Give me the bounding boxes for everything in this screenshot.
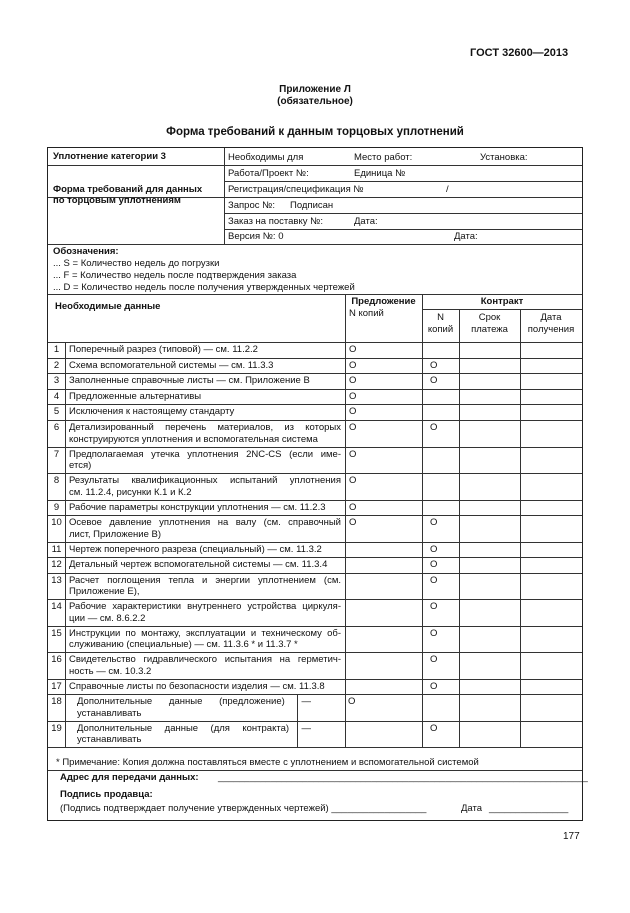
table-row [48,389,582,405]
row-number: 8 [53,475,60,486]
needed-for-field: Необходимы для [228,152,304,163]
row-text: служиванию (специальные) — см. 11.3.6 * и 11.3.7 * [69,639,298,651]
standard-number: ГОСТ 32600—2013 [470,47,569,59]
row-text: Исключения к настоящему стандарту [69,406,235,418]
proposal-mark[interactable]: O [349,344,357,355]
table-row [48,373,582,389]
registration-slash: / [446,184,449,195]
installation-field: Установка: [480,152,528,163]
proposal-mark[interactable]: O [349,501,357,513]
request-field: Запрос №: [228,200,275,211]
legend-title: Обозначения: [53,246,119,257]
order-field: Заказ на поставку №: [228,216,323,227]
table-row [48,447,582,474]
table-row [48,404,582,420]
table-row [48,573,582,600]
registration-field: Регистрация/спецификация № [228,184,364,195]
table-row [48,358,582,374]
col-proposal: Предложение [351,296,416,307]
row-number: 14 [51,601,62,613]
table-row [48,557,582,573]
table-row [48,515,582,542]
row-text: Детальный чертеж вспомогательной системы — см. 11.3.4 [69,559,328,571]
work-project-field: Работа/Проект №: [228,168,309,179]
table-row [48,652,582,679]
col-contract: Контракт [480,296,524,307]
row-number: 11 [51,543,62,555]
row-number: 12 [51,559,62,571]
proposal-mark[interactable]: O [349,422,357,433]
contract-mark[interactable]: O [430,680,438,692]
row-text: Дополнительные данные (для контракта) — [77,722,311,734]
seal-category: Уплотнение категории 3 [53,151,166,162]
signed-field: Подписан [290,200,334,211]
row-text: лист, Приложение В) [69,528,162,540]
form-table [47,147,588,821]
appendix-title: Приложение Л [279,84,351,95]
row-text: Чертеж поперечного разреза (специальный) — см. 11.3.2 [69,543,322,555]
unit-field: Единица № [354,168,406,179]
version-field: Версия №: 0 [228,231,284,242]
order-date-field: Дата: [354,216,378,227]
signature-label: Подпись продавца: [60,789,153,800]
row-text: Детализированный перечень материалов, из которых [69,422,341,433]
row-number: 9 [53,501,60,513]
table-row [48,420,582,447]
contract-mark[interactable]: O [430,517,438,529]
contract-mark[interactable]: O [430,722,438,734]
table-row [48,599,582,626]
row-text: Приложение Е), [69,586,140,598]
proposal-mark[interactable]: O [349,475,357,486]
row-text: ции — см. 8.6.2.2 [69,612,146,624]
version-date-field: Дата: [454,231,478,242]
table-row [48,542,582,558]
row-text: Справочные листы по безопасности изделия — см. 11.3.8 [69,680,325,692]
legend-item-f: ... F = Количество недель после подтверждения заказа [53,270,297,281]
contract-mark[interactable]: O [430,574,438,586]
row-text: Схема вспомогательной системы — см. 11.3.3 [69,359,274,371]
row-number: 2 [53,359,60,371]
legend-item-s: ... S = Количество недель до погрузки [53,258,220,269]
page-number: 177 [563,831,580,842]
row-text: устанавливать [77,734,142,746]
proposal-mark[interactable]: O [349,517,357,529]
col-contract-n: N [437,312,444,323]
row-text: устанавливать [77,707,142,719]
col-contract-copies: копий [427,324,454,335]
row-text: Предложенные альтернативы [69,390,202,402]
contract-mark[interactable]: O [430,601,438,613]
proposal-mark[interactable]: O [349,406,357,418]
row-number: 4 [53,390,60,402]
proposal-mark[interactable]: O [348,696,356,708]
table-row [48,679,582,695]
form-label-line1: Форма требований для данных [53,184,203,195]
form-label-line2: по торцовым уплотнениям [53,195,181,206]
proposal-mark[interactable]: O [349,390,357,402]
col-receipt-date-2: получения [527,324,575,335]
col-payment-term-2: платежа [471,324,508,335]
col-payment-term: Срок [478,312,501,323]
row-text: Осевое давление уплотнения на валу (см. справочный [69,517,341,529]
proposal-mark[interactable]: O [349,448,357,460]
table-row [48,342,582,358]
row-number: 3 [53,375,60,387]
contract-mark[interactable]: O [430,627,438,639]
row-text: ется) [69,460,92,471]
row-number: 18 [51,696,62,708]
row-number: 17 [51,680,62,692]
row-text: Предполагаемая утечка уплотнения 2NC-CS (если име- [69,448,341,460]
footnote: * Примечание: Копия должна поставляться вместе с уплотнением и вспомогательной системой [56,757,479,768]
table-row [48,500,582,516]
row-text: ность — см. 10.3.2 [69,665,152,677]
proposal-mark[interactable]: O [349,359,357,371]
col-proposal-copies: N копий [349,308,384,319]
row-text: Результаты квалификационных испытаний уплотнения [69,475,341,486]
row-number: 5 [53,406,60,418]
col-needed-data: Необходимые данные [55,301,161,312]
contract-mark[interactable]: O [430,654,438,666]
contract-mark[interactable]: O [430,559,438,571]
proposal-mark[interactable]: O [349,375,357,387]
form-title: Форма требований к данным торцовых уплотнений [166,126,464,138]
table-row [48,694,582,721]
contract-mark[interactable]: O [430,422,438,433]
contract-mark[interactable]: O [430,375,438,387]
row-number: 15 [51,627,62,639]
contract-mark[interactable]: O [430,543,438,555]
row-number: 10 [51,517,62,529]
signature-field[interactable]: (Подпись подтверждает получение утвержденных чертежей) __________________ [60,803,427,814]
row-text: Свидетельство гидравлического испытания на герметич- [69,654,341,666]
row-number: 16 [51,654,62,666]
table-row [48,721,582,748]
row-text: Рабочие параметры конструкции уплотнения — см. 11.2.3 [69,501,326,513]
row-text: Дополнительные данные (предложение) — [77,696,311,708]
row-text: Инструкции по монтажу, эксплуатации и техническому об- [69,627,341,639]
row-number: 13 [51,574,62,586]
row-text: Заполненные справочные листы — см. Приложение В [69,375,310,387]
signature-date-field[interactable]: _______________ [489,803,569,814]
appendix-subtitle: (обязательное) [277,96,353,107]
work-place-field: Место работ: [354,152,413,163]
row-text: Рабочие характеристики внутреннего устройства циркуля- [69,601,341,613]
table-row [48,473,582,500]
row-text: Поперечный разрез (типовой) — см. 11.2.2 [69,344,258,355]
signature-date-label: Дата [461,803,483,814]
row-number: 6 [53,422,60,433]
row-number: 19 [51,722,62,734]
row-number: 1 [53,344,60,355]
address-field[interactable]: ______________________________________________________________________ [218,772,588,783]
legend-item-d: ... D = Количество недель после получения утвержденных чертежей [53,282,355,293]
row-text: см. 11.2.4, рисунки К.1 и К.2 [69,486,192,498]
row-text: конструируются уплотнения и вспомогательная система [69,433,318,445]
table-row [48,626,582,653]
row-number: 7 [53,448,60,460]
address-label: Адрес для передачи данных: [60,772,199,783]
col-receipt-date: Дата [540,312,562,323]
row-text: Расчет поглощения тепла и энергии уплотнением (см. [69,574,341,586]
contract-mark[interactable]: O [430,359,438,371]
